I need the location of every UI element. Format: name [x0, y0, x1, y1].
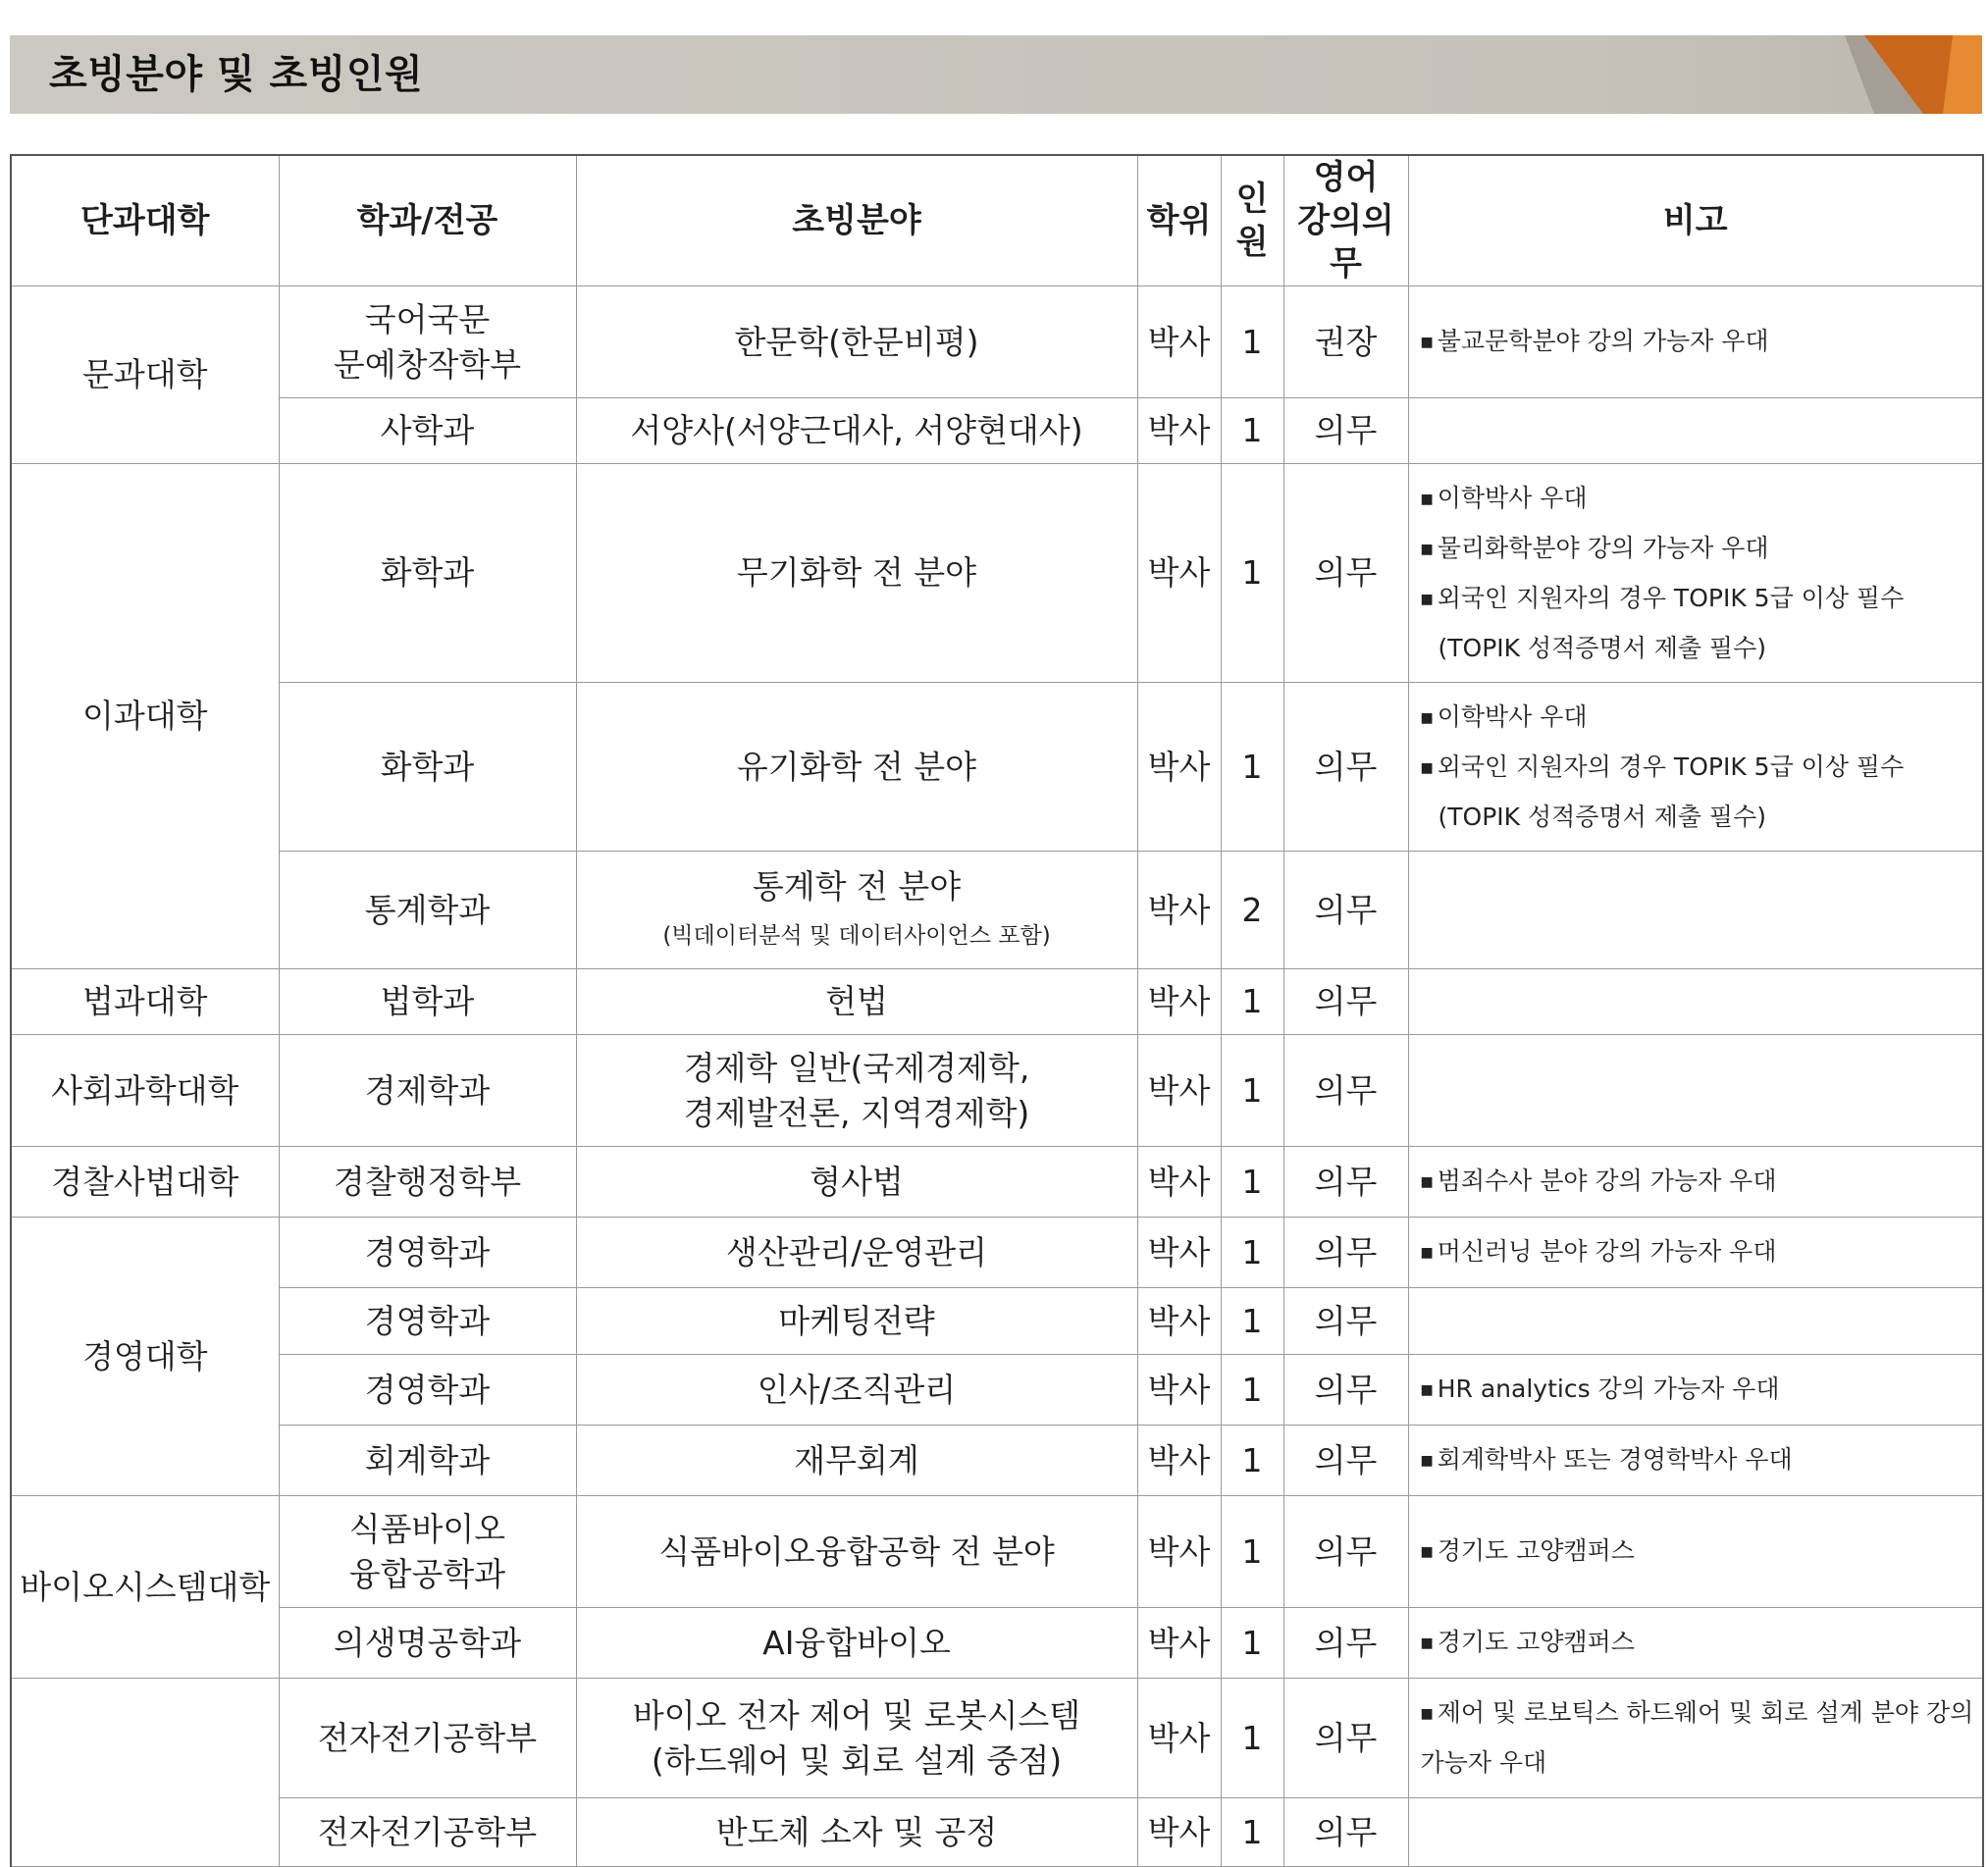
- header-field: 초빙분야: [576, 155, 1137, 286]
- college-cell-empty: [11, 1679, 279, 1867]
- note-cell: [1408, 286, 1983, 398]
- note-cell: [1408, 1288, 1983, 1355]
- note-text: 이학박사 우대: [1437, 701, 1588, 731]
- college-cell: 경찰사법대학: [11, 1147, 279, 1218]
- field-cell: 재무회계: [576, 1426, 1137, 1496]
- banner-corner-decoration: [1845, 35, 1982, 114]
- note-item: [1421, 1527, 1983, 1577]
- note-text: 제어 및 로보틱스 하드웨어 및 회로 설계 분야 강의: [1437, 1698, 1974, 1727]
- college-cell: 이과대학: [11, 464, 279, 969]
- note-cell: [1408, 969, 1983, 1035]
- field-line: 바이오 전자 제어 및 로봇시스템: [632, 1695, 1081, 1735]
- note-text: 경기도 고양캠퍼스: [1437, 1628, 1635, 1656]
- table-row: [11, 1798, 1983, 1867]
- table-row: [11, 1218, 1983, 1288]
- degree-cell: 박사: [1137, 1496, 1221, 1608]
- dept-line: 식품바이오: [348, 1509, 506, 1548]
- note-continuation: 가능자 우대: [1420, 1748, 1547, 1777]
- field-line: 경제발전론, 지역경제학): [683, 1093, 1030, 1132]
- header-degree: 학위: [1137, 155, 1221, 286]
- note-text: 범죄수사 분야 강의 가능자 우대: [1437, 1167, 1777, 1195]
- degree-cell: 박사: [1137, 1608, 1221, 1679]
- table-row: [11, 286, 1983, 398]
- note-text: 이학박사 우대: [1437, 483, 1588, 512]
- table-row: [11, 1608, 1983, 1679]
- field-cell: [576, 852, 1137, 969]
- header-count: 인원: [1221, 155, 1283, 286]
- note-item: [1421, 317, 1983, 367]
- count-cell: 1: [1221, 1496, 1283, 1608]
- degree-cell: 박사: [1137, 1218, 1221, 1288]
- degree-cell: 박사: [1137, 1147, 1221, 1218]
- field-cell: 무기화학 전 분야: [576, 464, 1137, 683]
- count-cell: 1: [1221, 398, 1283, 464]
- english-cell: 의무: [1283, 1426, 1408, 1496]
- bullet-icon: ■: [1420, 1706, 1434, 1722]
- dept-cell: 경영학과: [279, 1355, 576, 1426]
- bullet-icon: ■: [1420, 491, 1434, 507]
- degree-cell: 박사: [1137, 1679, 1221, 1798]
- note-item: [1421, 474, 1983, 524]
- field-cell: [576, 1035, 1137, 1147]
- count-cell: 1: [1221, 1288, 1283, 1355]
- dept-line: 융합공학과: [348, 1554, 506, 1593]
- field-cell: AI융합바이오: [576, 1608, 1137, 1679]
- table-row: [11, 1496, 1983, 1608]
- dept-cell: [279, 1496, 576, 1608]
- degree-cell: 박사: [1137, 1355, 1221, 1426]
- degree-cell: 박사: [1137, 286, 1221, 398]
- dept-cell: 전자전기공학부: [279, 1679, 576, 1798]
- field-cell: 한문학(한문비평): [576, 286, 1137, 398]
- note-cell: [1408, 1798, 1983, 1867]
- note-text: 머신러닝 분야 강의 가능자 우대: [1437, 1237, 1777, 1266]
- note-cell: [1408, 1035, 1983, 1147]
- dept-cell: 경영학과: [279, 1288, 576, 1355]
- field-cell: 반도체 소자 및 공정: [576, 1798, 1137, 1867]
- field-line: 경제학 일반(국제경제학,: [683, 1048, 1030, 1087]
- note-item: [1421, 1435, 1983, 1485]
- note-text: 회계학박사 또는 경영학박사 우대: [1437, 1445, 1793, 1474]
- bullet-icon: ■: [1420, 709, 1434, 726]
- bullet-icon: ■: [1420, 1635, 1434, 1651]
- note-text: 외국인 지원자의 경우 TOPIK 5급 이상 필수: [1437, 752, 1905, 781]
- dept-cell: 화학과: [279, 683, 576, 852]
- degree-cell: 박사: [1137, 1798, 1221, 1867]
- count-cell: 1: [1221, 286, 1283, 398]
- dept-cell: 법학과: [279, 969, 576, 1035]
- note-text: 물리화학분야 강의 가능자 우대: [1437, 533, 1769, 562]
- table-row: [11, 969, 1983, 1035]
- degree-cell: 박사: [1137, 1035, 1221, 1147]
- english-cell: 의무: [1283, 398, 1408, 464]
- english-cell: 의무: [1283, 1798, 1408, 1867]
- english-cell: 의무: [1283, 1288, 1408, 1355]
- table-row: [11, 1679, 1983, 1798]
- college-cell: 사회과학대학: [11, 1035, 279, 1147]
- bullet-icon: ■: [1420, 1382, 1434, 1398]
- table-row: [11, 1147, 1983, 1218]
- note-item: [1421, 1227, 1983, 1277]
- degree-cell: 박사: [1137, 1426, 1221, 1496]
- note-cell: [1408, 398, 1983, 464]
- count-cell: 1: [1221, 969, 1283, 1035]
- table-header-row: [11, 155, 1983, 286]
- english-cell: 의무: [1283, 852, 1408, 969]
- recruitment-table: [10, 154, 1984, 1867]
- header-english-line1: 영어: [1313, 158, 1379, 197]
- degree-cell: 박사: [1137, 398, 1221, 464]
- count-cell: 1: [1221, 1426, 1283, 1496]
- table-row: [11, 464, 1983, 683]
- field-line: 통계학 전 분야: [752, 867, 962, 906]
- note-text: 외국인 지원자의 경우 TOPIK 5급 이상 필수: [1437, 583, 1905, 612]
- college-cell: 경영대학: [11, 1218, 279, 1496]
- dept-cell: 화학과: [279, 464, 576, 683]
- english-cell: 의무: [1283, 464, 1408, 683]
- header-english: [1283, 155, 1408, 286]
- table-row: [11, 852, 1983, 969]
- english-cell: 의무: [1283, 969, 1408, 1035]
- bullet-icon: ■: [1420, 1453, 1434, 1469]
- note-item: [1421, 574, 1983, 624]
- note-cell: [1408, 852, 1983, 969]
- degree-cell: 박사: [1137, 969, 1221, 1035]
- note-item: [1421, 524, 1983, 574]
- field-cell: 형사법: [576, 1147, 1137, 1218]
- note-item: [1421, 1157, 1983, 1207]
- note-text: HR analytics 강의 가능자 우대: [1437, 1374, 1780, 1403]
- header-college: 단과대학: [11, 155, 279, 286]
- dept-cell: 전자전기공학부: [279, 1798, 576, 1867]
- table-row: [11, 1035, 1983, 1147]
- note-cell: [1408, 1608, 1983, 1679]
- note-cell: [1408, 1355, 1983, 1426]
- english-cell: 의무: [1283, 1218, 1408, 1288]
- dept-line: 국어국문: [364, 299, 491, 338]
- count-cell: 1: [1221, 464, 1283, 683]
- note-cell: [1408, 1147, 1983, 1218]
- dept-cell: [279, 286, 576, 398]
- count-cell: 1: [1221, 1147, 1283, 1218]
- note-text: 불교문학분야 강의 가능자 우대: [1437, 327, 1769, 355]
- note-item: [1421, 743, 1983, 793]
- table-row: [11, 398, 1983, 464]
- dept-cell: 경제학과: [279, 1035, 576, 1147]
- field-subline: (빅데이터분석 및 데이터사이언스 포함): [662, 923, 1051, 949]
- field-cell: 서양사(서양근대사, 서양현대사): [576, 398, 1137, 464]
- dept-cell: 의생명공학과: [279, 1608, 576, 1679]
- english-cell: 의무: [1283, 1035, 1408, 1147]
- field-cell: 식품바이오융합공학 전 분야: [576, 1496, 1137, 1608]
- note-cell: [1408, 1679, 1983, 1798]
- english-cell: 의무: [1283, 683, 1408, 852]
- degree-cell: 박사: [1137, 683, 1221, 852]
- dept-cell: 회계학과: [279, 1426, 576, 1496]
- dept-cell: 경찰행정학부: [279, 1147, 576, 1218]
- bullet-icon: ■: [1420, 591, 1434, 607]
- dept-cell: 경영학과: [279, 1218, 576, 1288]
- section-title: 초빙분야 및 초빙인원: [49, 52, 424, 97]
- count-cell: 1: [1221, 1355, 1283, 1426]
- field-line: (하드웨어 및 회로 설계 중점): [651, 1740, 1063, 1780]
- table-row: [11, 1288, 1983, 1355]
- field-cell: [576, 1679, 1137, 1798]
- count-cell: 1: [1221, 1608, 1283, 1679]
- dept-cell: 사학과: [279, 398, 576, 464]
- field-cell: 인사/조직관리: [576, 1355, 1137, 1426]
- note-item: [1421, 1365, 1983, 1415]
- field-cell: 생산관리/운영관리: [576, 1218, 1137, 1288]
- degree-cell: 박사: [1137, 464, 1221, 683]
- college-cell: 바이오시스템대학: [11, 1496, 279, 1679]
- table-row: [11, 1426, 1983, 1496]
- table-row: [11, 683, 1983, 852]
- count-cell: 1: [1221, 1035, 1283, 1147]
- header-dept: 학과/전공: [279, 155, 576, 286]
- english-cell: 권장: [1283, 286, 1408, 398]
- field-cell: 헌법: [576, 969, 1137, 1035]
- college-cell: 법과대학: [11, 969, 279, 1035]
- bullet-icon: ■: [1420, 1245, 1434, 1261]
- note-cell: [1408, 1496, 1983, 1608]
- header-english-line2: 강의의무: [1297, 201, 1394, 284]
- college-cell: 문과대학: [11, 286, 279, 464]
- note-continuation: (TOPIK 성적증명서 제출 필수): [1438, 802, 1766, 831]
- note-item: [1421, 1618, 1983, 1668]
- section-title-banner: [10, 35, 1982, 114]
- english-cell: 의무: [1283, 1147, 1408, 1218]
- english-cell: 의무: [1283, 1496, 1408, 1608]
- field-cell: 유기화학 전 분야: [576, 683, 1137, 852]
- dept-cell: 통계학과: [279, 852, 576, 969]
- note-text: 경기도 고양캠퍼스: [1437, 1536, 1635, 1565]
- header-note: 비고: [1408, 155, 1983, 286]
- note-item: [1421, 693, 1983, 743]
- note-continuation: (TOPIK 성적증명서 제출 필수): [1438, 633, 1766, 662]
- count-cell: 2: [1221, 852, 1283, 969]
- bullet-icon: ■: [1420, 1174, 1434, 1190]
- bullet-icon: ■: [1420, 335, 1434, 350]
- table-row: [11, 1355, 1983, 1426]
- count-cell: 1: [1221, 1798, 1283, 1867]
- note-cell: [1408, 1218, 1983, 1288]
- note-cell: [1408, 464, 1983, 683]
- english-cell: 의무: [1283, 1679, 1408, 1798]
- note-cell: [1408, 683, 1983, 852]
- bullet-icon: ■: [1420, 759, 1434, 776]
- field-cell: 마케팅전략: [576, 1288, 1137, 1355]
- note-cell: [1408, 1426, 1983, 1496]
- bullet-icon: ■: [1420, 1544, 1434, 1560]
- english-cell: 의무: [1283, 1608, 1408, 1679]
- degree-cell: 박사: [1137, 852, 1221, 969]
- note-item: [1421, 1688, 1983, 1738]
- dept-line: 문예창작학부: [333, 344, 522, 384]
- count-cell: 1: [1221, 1679, 1283, 1798]
- count-cell: 1: [1221, 683, 1283, 852]
- degree-cell: 박사: [1137, 1288, 1221, 1355]
- bullet-icon: ■: [1420, 541, 1434, 557]
- count-cell: 1: [1221, 1218, 1283, 1288]
- english-cell: 의무: [1283, 1355, 1408, 1426]
